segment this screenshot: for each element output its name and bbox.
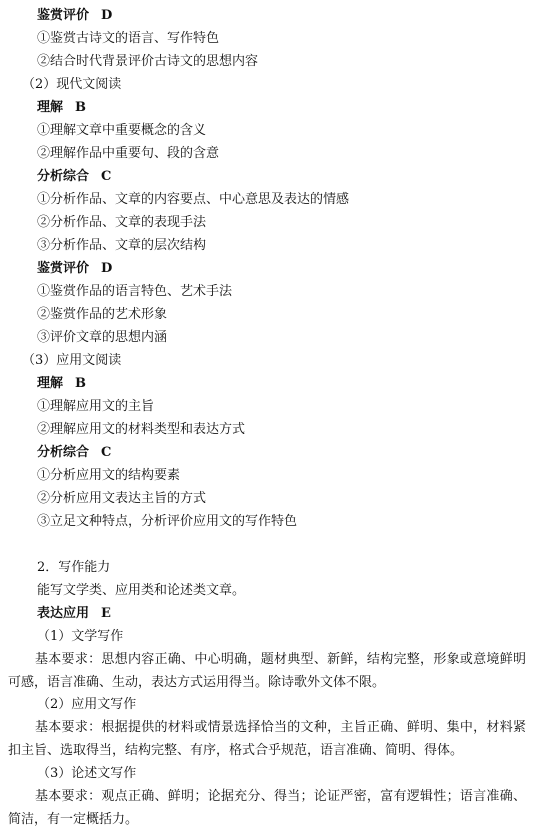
subsection-title-literary: （1）文学写作 (37, 629, 124, 644)
writing-intro: 能写文学类、应用类和论述类文章。 (37, 583, 246, 598)
level-label: C (101, 445, 112, 460)
applied-writing-requirements: 基本要求：根据提供的材料或情景选择恰当的文种，主旨正确、鲜明、集中，材料紧扣主旨、选取得当，结构完整、有序，格式合乎规范，语言准确、简明、得体。 (8, 720, 526, 758)
appreciation-heading (37, 260, 112, 278)
level-label: C (101, 169, 112, 184)
heading-label: 理解 (37, 376, 64, 391)
list-item: ②结合时代背景评价古诗文的思想内容 (37, 54, 259, 69)
understanding-heading (37, 99, 86, 117)
heading-label: 理解 (37, 100, 64, 115)
list-item: ③分析作品、文章的层次结构 (37, 238, 207, 253)
list-item: ①理解应用文的主旨 (37, 399, 155, 414)
level-label: D (101, 8, 113, 23)
heading-label: 鉴赏评价 (37, 261, 90, 276)
subsection-title-argument: （3）论述文写作 (37, 766, 137, 781)
list-item: ②鉴赏作品的艺术形象 (37, 307, 168, 322)
understanding-heading (37, 375, 86, 393)
list-item: ①鉴赏作品的语言特色、艺术手法 (37, 284, 233, 299)
list-item: ①分析作品、文章的内容要点、中心意思及表达的情感 (37, 192, 350, 207)
appreciation-heading (37, 7, 112, 25)
level-label: D (101, 261, 113, 276)
argument-requirements: 基本要求：观点正确、鲜明；论据充分、得当；论证严密，富有逻辑性；语言准确、简洁，有一定概括力。 (8, 789, 526, 827)
level-label: E (101, 606, 111, 621)
list-item: ②理解作品中重要句、段的含意 (37, 146, 220, 161)
section-title-modern: （2）现代文阅读 (22, 77, 122, 92)
section-title-applied: （3）应用文阅读 (22, 353, 122, 368)
list-item: ②分析作品、文章的表现手法 (37, 215, 207, 230)
list-item: ③评价文章的思想内涵 (37, 330, 168, 345)
level-label: B (75, 100, 87, 115)
heading-label: 表达应用 (37, 606, 90, 621)
list-item: ②理解应用文的材料类型和表达方式 (37, 422, 246, 437)
list-item: ①理解文章中重要概念的含义 (37, 123, 207, 138)
list-item: ①分析应用文的结构要素 (37, 468, 181, 483)
level-label: B (75, 376, 87, 391)
heading-label: 分析综合 (37, 445, 90, 460)
analysis-heading (37, 168, 111, 186)
list-item: ①鉴赏古诗文的语言、写作特色 (37, 31, 220, 46)
literary-requirements: 基本要求：思想内容正确、中心明确，题材典型、新鲜，结构完整，形象或意境鲜明可感，语言准确、生动，表达方式运用得当。除诗歌外文体不限。 (8, 652, 526, 690)
list-item: ②分析应用文表达主旨的方式 (37, 491, 207, 506)
analysis-heading (37, 444, 111, 462)
list-item: ③立足文种特点，分析评价应用文的写作特色 (37, 514, 298, 529)
expression-heading (37, 605, 111, 623)
heading-label: 鉴赏评价 (37, 8, 90, 23)
subsection-title-applied-writing: （2）应用文写作 (37, 697, 137, 712)
writing-section-title: 2．写作能力 (37, 560, 111, 575)
heading-label: 分析综合 (37, 169, 90, 184)
